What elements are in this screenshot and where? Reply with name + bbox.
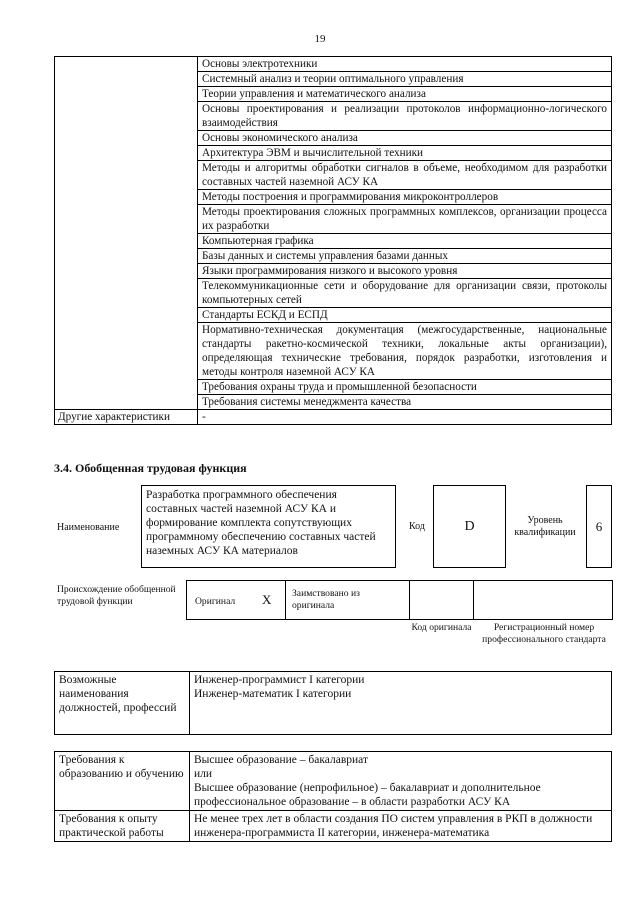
knowledge-item: Требования системы менеджмента качества bbox=[198, 395, 612, 410]
requirements-table bbox=[54, 751, 612, 842]
knowledge-item: Компьютерная графика bbox=[198, 234, 612, 249]
name-value-box bbox=[141, 485, 396, 568]
positions-table bbox=[54, 671, 612, 735]
level-value-box bbox=[586, 485, 612, 568]
knowledge-item: Методы построения и программирования микроконтроллеров bbox=[198, 190, 612, 205]
education-line: или bbox=[194, 768, 213, 780]
position-item: Инженер-программист I категории bbox=[194, 674, 365, 686]
name-value: Разработка программного обеспечения составных частей наземной АСУ КА и формирование комплекта сопутствующих программному обеспечению составных частей наземных АСУ КА материалов bbox=[146, 489, 376, 557]
knowledge-item: Основы электротехники bbox=[198, 57, 612, 72]
knowledge-item: Требования охраны труда и промышленной безопасности bbox=[198, 380, 612, 395]
code-value-box bbox=[433, 485, 506, 568]
borrowed-label: Заимствовано из оригинала bbox=[292, 588, 360, 611]
section-title: 3.4. Обобщенная трудовая функция bbox=[54, 461, 247, 475]
knowledge-item: Методы проектирования сложных программных комплексов, организации процесса их разработки bbox=[198, 205, 612, 234]
knowledge-item: Базы данных и системы управления базами данных bbox=[198, 249, 612, 264]
reg-number-caption: Регистрационный номер профессионального стандарта bbox=[482, 622, 606, 645]
knowledge-item: Нормативно-техническая документация (межгосударственные, национальные стандарты ракетно-космической техники, локальные акты организации), определяющая технические требования, порядок разработки, изготовления и методы контроля наземной АСУ КА bbox=[198, 323, 612, 380]
knowledge-item: Архитектура ЭВМ и вычислительной техники bbox=[198, 146, 612, 161]
positions-label: Возможные наименования должностей, профессий bbox=[55, 672, 190, 735]
original-label: Оригинал bbox=[195, 596, 236, 607]
experience-label: Требования к опыту практической работы bbox=[55, 811, 190, 842]
original-mark: X bbox=[262, 592, 272, 607]
knowledge-table bbox=[54, 56, 612, 425]
code-original-caption: Код оригинала bbox=[411, 622, 472, 633]
knowledge-item: Основы проектирования и реализации протоколов информационно-логического взаимодействия bbox=[198, 102, 612, 131]
knowledge-item: Телекоммуникационные сети и оборудование для организации связи, протоколы компьютерных сетей bbox=[198, 279, 612, 308]
code-label: Код bbox=[409, 521, 425, 532]
other-characteristics-label: Другие характеристики bbox=[55, 410, 198, 425]
knowledge-item: Стандарты ЕСКД и ЕСПД bbox=[198, 308, 612, 323]
knowledge-item: Методы и алгоритмы обработки сигналов в объеме, необходимом для разработки составных частей наземной АСУ КА bbox=[198, 161, 612, 190]
origin-label: Происхождение обобщенной трудовой функции bbox=[57, 584, 176, 607]
knowledge-item: Системный анализ и теории оптимального управления bbox=[198, 72, 612, 87]
experience-value: Не менее трех лет в области создания ПО систем управления в РКП в должности инженера-программиста II категории, инженера-математика bbox=[190, 811, 612, 842]
reg-number-box bbox=[473, 580, 613, 620]
knowledge-item: Основы экономического анализа bbox=[198, 131, 612, 146]
code-value: D bbox=[464, 518, 475, 534]
other-characteristics-row bbox=[55, 410, 612, 425]
level-value: 6 bbox=[595, 518, 603, 534]
education-line: Высшее образование – бакалавриат bbox=[194, 754, 368, 766]
knowledge-item: Языки программирования низкого и высокого уровня bbox=[198, 264, 612, 279]
level-label: Уровень квалификации bbox=[514, 515, 576, 538]
position-item: Инженер-математик I категории bbox=[194, 688, 352, 700]
name-label: Наименование bbox=[57, 522, 120, 533]
knowledge-label-cell bbox=[55, 57, 198, 410]
education-values bbox=[190, 752, 612, 811]
knowledge-item: Теории управления и математического анализа bbox=[198, 87, 612, 102]
code-original-box bbox=[409, 580, 474, 620]
education-label: Требования к образованию и обучению bbox=[55, 752, 190, 811]
education-line: Высшее образование (непрофильное) – бакалавриат и дополнительное профессиональное образование – в области разработки АСУ КА bbox=[194, 782, 541, 808]
page-number: 19 bbox=[314, 33, 326, 45]
knowledge-row bbox=[55, 57, 612, 72]
other-characteristics-value: - bbox=[198, 410, 612, 425]
positions-values bbox=[190, 672, 612, 735]
